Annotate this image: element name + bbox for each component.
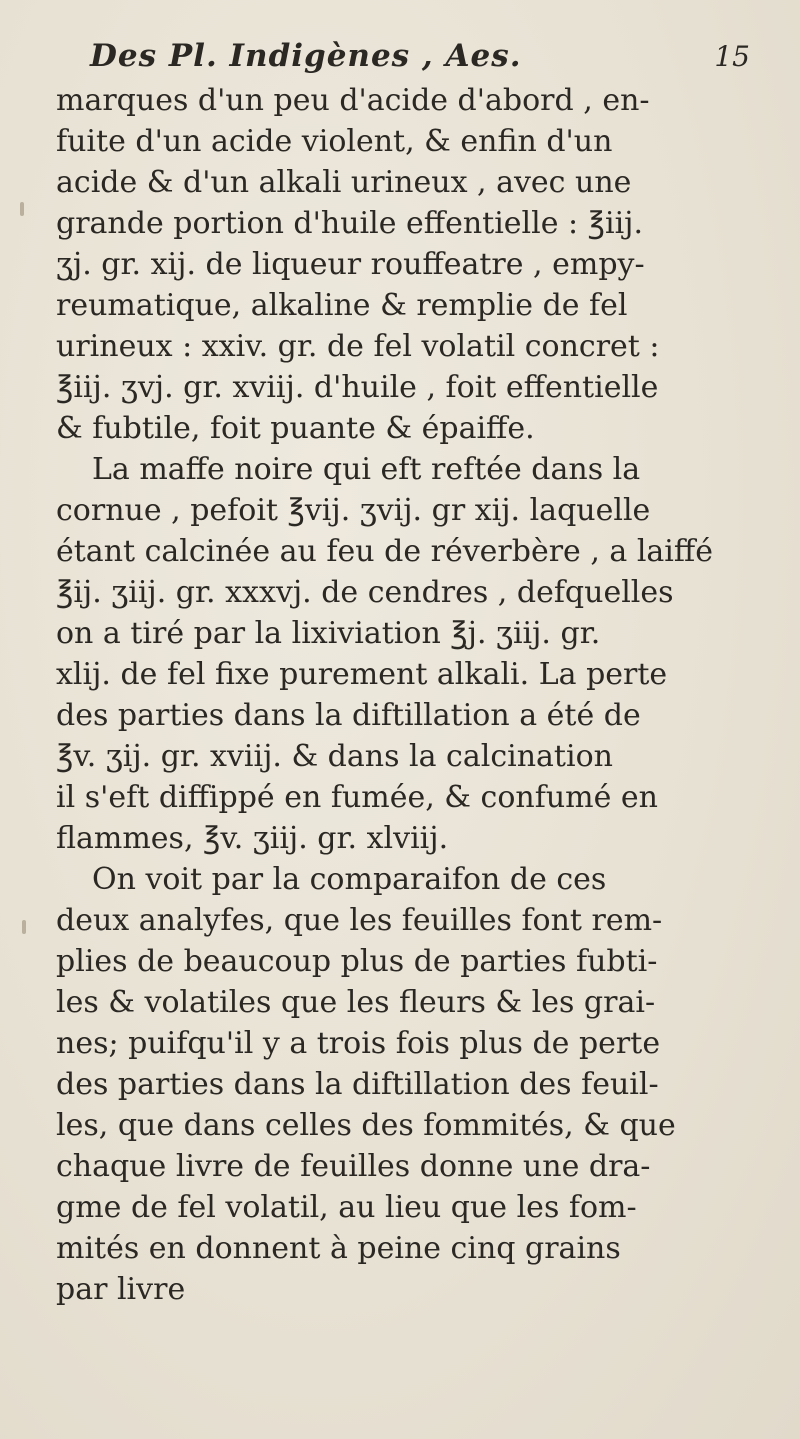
running-title: Des Pl. Indigènes , Aes. [90, 38, 522, 74]
text-line: reumatique, alkaline & remplie de fel [56, 288, 628, 323]
text-line: grande portion d'huile effentielle : ℥iij. [56, 206, 644, 241]
text-line: urineux : xxiv. gr. de fel volatil concret : [56, 329, 660, 364]
text-line: étant calcinée au feu de réverbère , a laiffé [56, 534, 713, 569]
text-line: les, que dans celles des fommités, & que [56, 1108, 676, 1143]
text-line: il s'eft diffippé en fumée, & confumé en [56, 780, 658, 815]
paragraph-start-line: La maffe noire qui eft reftée dans la [92, 452, 641, 487]
text-line: chaque livre de feuilles donne une dra- [56, 1149, 651, 1184]
body-text [56, 80, 766, 1310]
text-line: ℥iij. ʒvj. gr. xviij. d'huile , foit effentielle [56, 370, 659, 405]
text-line: nes; puifqu'il y a trois fois plus de perte [56, 1026, 661, 1061]
text-line: flammes, ℥v. ʒiij. gr. xlviij. [56, 821, 449, 856]
text-line: deux analyfes, que les feuilles font rem- [56, 903, 663, 938]
text-line: plies de beaucoup plus de parties fubti- [56, 944, 658, 979]
text-line: ʒj. gr. xij. de liqueur rouffeatre , empy- [56, 247, 645, 282]
text-line: gme de fel volatil, au lieu que les fom- [56, 1190, 637, 1225]
running-head [90, 38, 750, 78]
text-line: xlij. de fel fixe purement alkali. La perte [56, 657, 668, 692]
text-line: par livre [56, 1272, 186, 1307]
text-line: mités en donnent à peine cinq grains [56, 1231, 621, 1266]
margin-smudge [22, 920, 26, 934]
paragraph-start-line: On voit par la comparaifon de ces [92, 862, 607, 897]
page-number: 15 [714, 40, 750, 73]
text-line: les & volatiles que les fleurs & les grai- [56, 985, 656, 1020]
text-line: acide & d'un alkali urineux , avec une [56, 165, 632, 200]
text-line: des parties dans la diftillation a été de [56, 698, 641, 733]
text-line: marques d'un peu d'acide d'abord , en- [56, 83, 650, 118]
text-line: on a tiré par la lixiviation ℥j. ʒiij. gr. [56, 616, 601, 651]
margin-smudge [20, 202, 24, 216]
text-line: ℥ij. ʒiij. gr. xxxvj. de cendres , defquelles [56, 575, 674, 610]
text-line: & fubtile, foit puante & épaiffe. [56, 411, 535, 446]
text-line: fuite d'un acide violent, & enfin d'un [56, 124, 613, 159]
text-line: ℥v. ʒij. gr. xviij. & dans la calcination [56, 739, 613, 774]
text-line: cornue , pefoit ℥vij. ʒvij. gr xij. laquelle [56, 493, 651, 528]
text-line: des parties dans la diftillation des feuil- [56, 1067, 659, 1102]
